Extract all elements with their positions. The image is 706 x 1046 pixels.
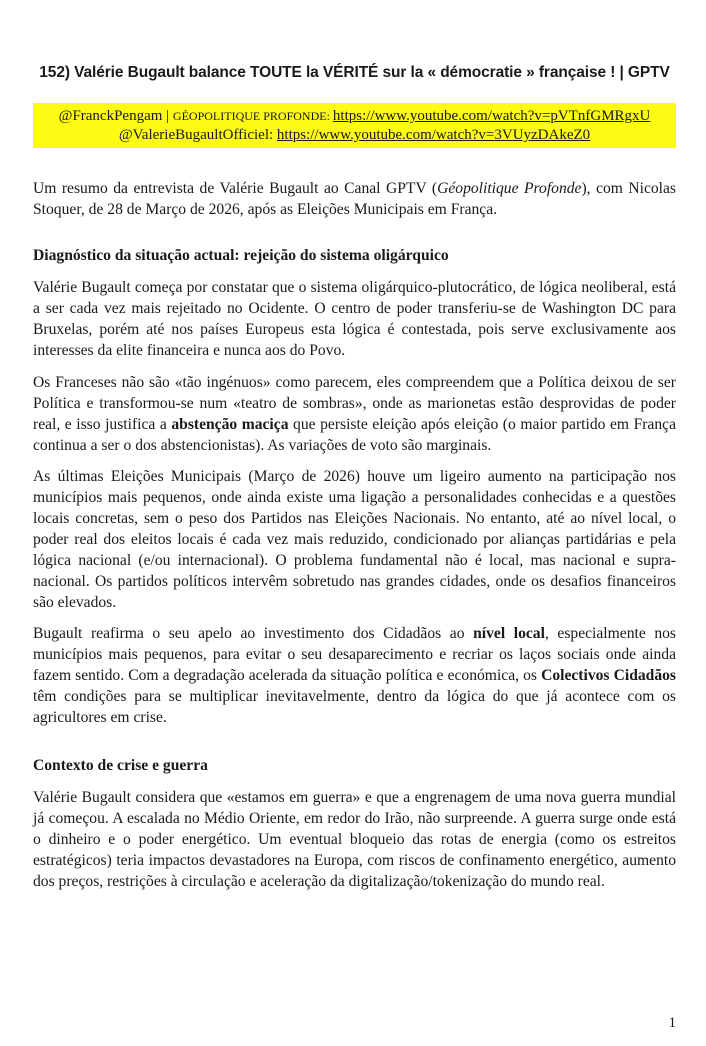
paragraph-1: Valérie Bugault começa por constatar que o sistema oligárquico-plutocrático, de lógica neoliberal, está a ser cada vez mais rejeitado no Ocidente. O centro de poder transferiu-se de Washington DC para Bruxelas, porém até nos países Europeus esta lógica é contestada, pois serve exclusivamente aos interesses da elite financeira e nunca aos do Povo. — [33, 279, 676, 359]
section-heading-diagnosis: Diagnóstico da situação actual: rejeição do sistema oligárquico — [33, 247, 449, 264]
youtube-link-1[interactable]: https://www.youtube.com/watch?v=pVTnfGMRgxU — [332, 108, 651, 124]
paragraph-3: As últimas Eleições Municipais (Março de 2026) houve um ligeiro aumento na participação nos municípios mais pequenos, onde ainda existe uma ligação a personalidades conhecidas e a questões locais concretas, sem o peso dos Partidos nas Eleições Nacionais. No entanto, até ao nível local, o poder real dos eleitos locais é cada vez mais reduzido, condicionado por alianças partidárias e pela lógica nacional (e/ou internacional). O problema fundamental não é local, mas nacional e supra-nacional. Os partidos políticos intervêm sobretudo nas grandes cidades, onde os desafios financeiros são elevados. — [33, 468, 676, 611]
paragraph-5: Valérie Bugault considera que «estamos em guerra» e que a engrenagem de uma nova guerra mundial já começou. A escalada no Médio Oriente, em redor do Irão, não surpreende. A guerra surge onde está o dinheiro e o poder energético. Um eventual bloqueio das rotas de energia (como os estreitos estratégicos) teria impactos devastadores na Europa, com riscos de confinamento energético, aumento dos preços, restrições à circulação e aceleração da digitalização/tokenização do mundo real. — [33, 789, 676, 890]
intro-paragraph: Um resumo da entrevista de Valérie Bugault ao Canal GPTV (Géopolitique Profonde), com Nicolas Stoquer, de 28 de Março de 2026, após as Eleições Municipais em França. — [33, 180, 676, 218]
link-label: GÉOPOLITIQUE PROFONDE: — [172, 109, 333, 123]
page-number: 1 — [668, 1015, 676, 1031]
section-heading-crisis: Contexto de crise e guerra — [33, 757, 208, 774]
link-prefix: @ValerieBugaultOfficiel: — [118, 127, 277, 143]
paragraph-4: Bugault reafirma o seu apelo ao investimento dos Cidadãos ao nível local, especialmente nos municípios mais pequenos, para evitar o seu desaparecimento e recriar os laços sociais onde ainda fazem sentido. Com a degradação acelerada da situação política e económica, os Colectivos Cidadãos têm condições para se multiplicar inevitavelmente, dentro da lógica do que já acontece com os agricultores em crise. — [33, 625, 676, 726]
document-title: 152) Valérie Bugault balance TOUTE la VÉRITÉ sur la « démocratie » française ! | GPTV — [39, 64, 670, 81]
links-banner — [33, 103, 676, 148]
paragraph-2: Os Franceses não são «tão ingénuos» como parecem, eles compreendem que a Política deixou de ser Política e transformou-se num «teatro de sombras», onde as marionetas estão desprovidas de poder real, e isso justifica a abstenção maciça que persiste eleição após eleição (o maior partido em França continua a ser o dos abstencionistas). As variações de voto são marginais. — [33, 374, 676, 454]
link-prefix: @FranckPengam | — [58, 108, 173, 124]
link-line-1 — [33, 107, 676, 126]
youtube-link-2[interactable]: https://www.youtube.com/watch?v=3VUyzDAkeZ0 — [276, 127, 591, 143]
link-line-2 — [33, 126, 676, 145]
